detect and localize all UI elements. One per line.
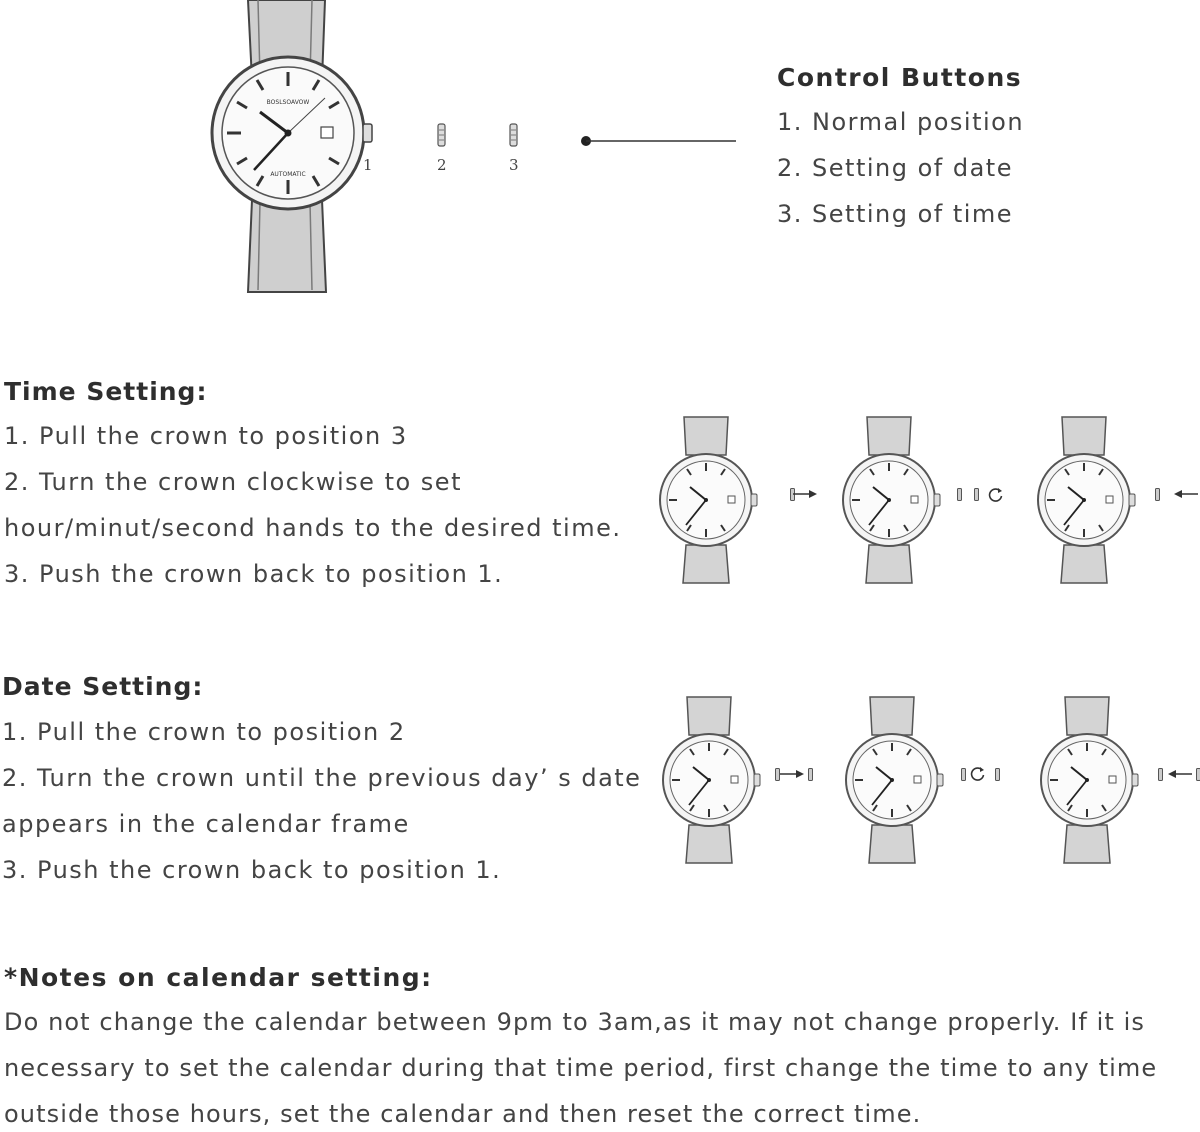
notes-line-2: necessary to set the calendar during that time period, first change the time to any time xyxy=(4,1054,1158,1082)
crown-position-2-icon xyxy=(437,124,447,148)
date-step-3: 3. Push the crown back to position 1. xyxy=(2,856,502,884)
notes-line-1: Do not change the calendar between 9pm to 3am,as it may not change properly. If it is xyxy=(4,1008,1146,1036)
crown-marker-icon xyxy=(808,768,814,782)
arrow-right-icon xyxy=(780,769,806,779)
arrow-left-icon xyxy=(1172,489,1198,499)
control-buttons-title: Control Buttons xyxy=(777,63,1023,92)
crown-marker-icon xyxy=(995,768,1001,782)
small-watch-time-step-2 xyxy=(845,415,1005,590)
date-step-2: 2. Turn the crown until the previous day’ s date xyxy=(2,764,642,792)
rotate-icon xyxy=(988,487,1004,503)
notes-line-3: outside those hours, set the calendar and then reset the correct time. xyxy=(4,1100,922,1128)
date-setting-title: Date Setting: xyxy=(2,672,204,701)
main-watch-illustration xyxy=(200,0,400,300)
crown-marker-icon xyxy=(961,768,967,782)
rotate-icon xyxy=(970,766,986,782)
control-item-3: 3. Setting of time xyxy=(777,200,1014,228)
time-step-1: 1. Pull the crown to position 3 xyxy=(4,422,408,450)
crown-marker-icon xyxy=(1196,768,1200,782)
small-watch-time-step-3 xyxy=(1040,415,1200,590)
crown-marker-icon xyxy=(957,488,963,502)
dial-text: AUTOMATIC xyxy=(270,171,306,178)
position-number-2: 2 xyxy=(437,156,447,174)
date-step-1: 1. Pull the crown to position 2 xyxy=(2,718,406,746)
crown-marker-icon xyxy=(1158,768,1164,782)
time-step-3: 3. Push the crown back to position 1. xyxy=(4,560,504,588)
date-step-2-cont: appears in the calendar frame xyxy=(2,810,410,838)
date-window xyxy=(321,127,333,138)
small-watch-date-step-1 xyxy=(665,695,825,870)
pointer-line xyxy=(580,136,740,146)
brand-text: BOSLSOAVOW xyxy=(266,99,310,106)
small-watch-time-step-1 xyxy=(662,415,822,590)
arrow-left-icon xyxy=(1166,769,1192,779)
control-item-1: 1. Normal position xyxy=(777,108,1025,136)
small-watch-date-step-2 xyxy=(848,695,1008,870)
time-setting-title: Time Setting: xyxy=(4,377,208,406)
crown xyxy=(363,124,372,142)
notes-title: *Notes on calendar setting: xyxy=(4,963,433,992)
arrow-right-icon xyxy=(793,489,819,499)
time-step-2-cont: hour/minut/second hands to the desired time. xyxy=(4,514,622,542)
position-number-1: 1 xyxy=(363,156,373,174)
small-watch-date-step-3 xyxy=(1043,695,1200,870)
crown-position-3-icon xyxy=(509,124,519,148)
time-step-2: 2. Turn the crown clockwise to set xyxy=(4,468,462,496)
crown-marker-icon xyxy=(1155,488,1161,502)
position-number-3: 3 xyxy=(509,156,519,174)
control-item-2: 2. Setting of date xyxy=(777,154,1013,182)
crown-marker-icon xyxy=(974,488,980,502)
